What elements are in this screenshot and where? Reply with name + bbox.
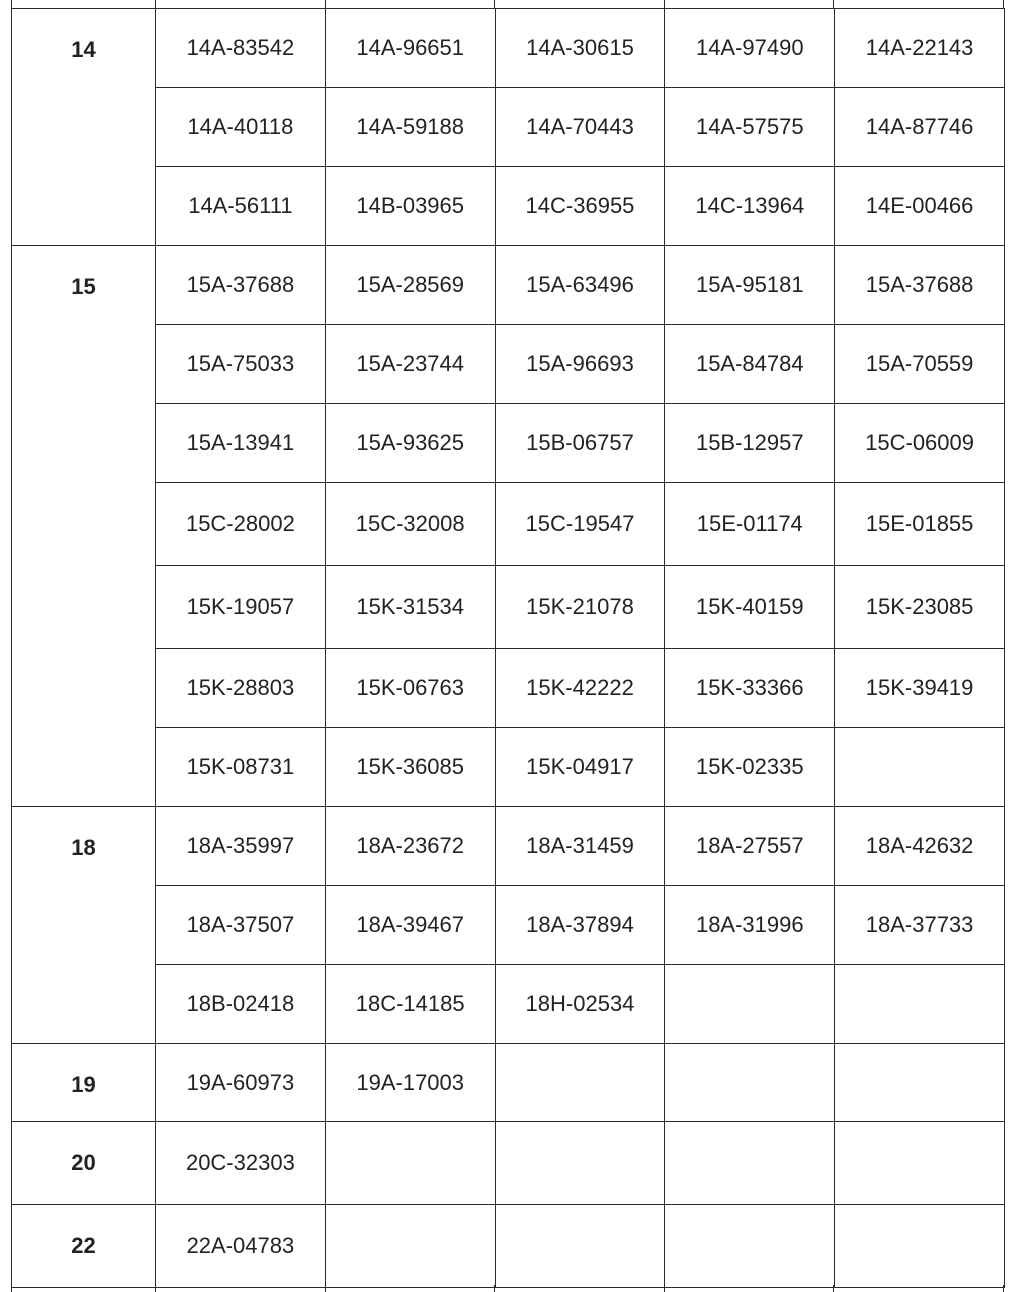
table-row — [12, 1044, 1005, 1122]
plate-number-cell: 18A-23672 — [325, 807, 495, 886]
table-row — [12, 167, 1005, 246]
plate-number-cell: 18C-14185 — [325, 965, 495, 1044]
plate-number-cell: 15A-28569 — [325, 246, 495, 325]
plate-number-cell: 15A-37688 — [156, 246, 326, 325]
province-code-cell: 19 — [12, 1044, 156, 1122]
plate-number-cell: 15A-93625 — [325, 404, 495, 483]
plate-number-cell: 15C-28002 — [156, 483, 326, 566]
table-row — [12, 404, 1005, 483]
empty-cell — [665, 1122, 835, 1205]
plate-number-cell: 15B-06757 — [495, 404, 665, 483]
plate-number-cell: 15C-32008 — [325, 483, 495, 566]
plate-number-cell: 19A-60973 — [156, 1044, 326, 1122]
plate-number-cell: 14C-36955 — [495, 167, 665, 246]
table-row — [12, 325, 1005, 404]
plate-number-cell: 15K-19057 — [156, 566, 326, 649]
plate-number-cell: 15K-36085 — [325, 728, 495, 807]
plate-number-cell: 14A-96651 — [325, 9, 495, 88]
empty-cell — [665, 1205, 835, 1288]
plate-number-cell: 14A-40118 — [156, 88, 326, 167]
plate-number-cell: 15K-33366 — [665, 649, 835, 728]
plate-number-cell: 15A-23744 — [325, 325, 495, 404]
plate-number-cell: 14A-87746 — [835, 88, 1005, 167]
plate-number-cell: 18B-02418 — [156, 965, 326, 1044]
empty-cell — [835, 1044, 1005, 1122]
plate-number-cell: 14A-30615 — [495, 9, 665, 88]
license-plate-table-body — [12, 9, 1005, 1288]
province-code-cell: 22 — [12, 1205, 156, 1288]
table-row — [12, 1122, 1005, 1205]
plate-number-cell: 22A-04783 — [156, 1205, 326, 1288]
plate-number-cell: 15A-70559 — [835, 325, 1005, 404]
plate-number-cell: 15E-01174 — [665, 483, 835, 566]
empty-cell — [835, 1122, 1005, 1205]
license-plate-table — [11, 8, 1005, 1288]
table-row — [12, 649, 1005, 728]
plate-number-cell: 18A-27557 — [665, 807, 835, 886]
plate-number-cell: 15K-06763 — [325, 649, 495, 728]
plate-number-cell: 18A-42632 — [835, 807, 1005, 886]
plate-number-cell: 15K-40159 — [665, 566, 835, 649]
plate-number-cell: 15K-28803 — [156, 649, 326, 728]
plate-number-cell: 15K-39419 — [835, 649, 1005, 728]
plate-number-cell: 14A-59188 — [325, 88, 495, 167]
plate-number-cell: 15K-04917 — [495, 728, 665, 807]
plate-number-cell: 14A-22143 — [835, 9, 1005, 88]
plate-number-cell: 18A-39467 — [325, 886, 495, 965]
table-row — [12, 88, 1005, 167]
plate-number-cell: 15C-06009 — [835, 404, 1005, 483]
empty-cell — [495, 1044, 665, 1122]
plate-number-cell: 14A-56111 — [156, 167, 326, 246]
province-code-cell: 14 — [12, 9, 156, 246]
empty-cell — [665, 965, 835, 1044]
plate-number-cell: 18A-37733 — [835, 886, 1005, 965]
plate-number-cell: 15K-02335 — [665, 728, 835, 807]
plate-number-cell: 18A-37894 — [495, 886, 665, 965]
empty-cell — [835, 728, 1005, 807]
empty-cell — [495, 1205, 665, 1288]
plate-number-cell: 15A-63496 — [495, 246, 665, 325]
table-row — [12, 566, 1005, 649]
table-top-continuation — [11, 0, 1004, 8]
plate-number-cell: 18A-37507 — [156, 886, 326, 965]
province-code-cell: 18 — [12, 807, 156, 1044]
empty-cell — [665, 1044, 835, 1122]
table-row — [12, 886, 1005, 965]
plate-number-cell: 19A-17003 — [325, 1044, 495, 1122]
plate-number-cell: 14E-00466 — [835, 167, 1005, 246]
table-row — [12, 728, 1005, 807]
table-row — [12, 9, 1005, 88]
plate-number-cell: 14B-03965 — [325, 167, 495, 246]
plate-number-cell: 15B-12957 — [665, 404, 835, 483]
plate-number-cell: 15A-13941 — [156, 404, 326, 483]
plate-number-cell: 15E-01855 — [835, 483, 1005, 566]
empty-cell — [835, 965, 1005, 1044]
table-row — [12, 807, 1005, 886]
plate-number-cell: 14A-70443 — [495, 88, 665, 167]
table-row — [12, 1205, 1005, 1288]
plate-number-cell: 14A-83542 — [156, 9, 326, 88]
plate-number-cell: 14A-57575 — [665, 88, 835, 167]
plate-number-cell: 18A-31459 — [495, 807, 665, 886]
plate-number-cell: 15A-96693 — [495, 325, 665, 404]
plate-number-cell: 18A-31996 — [665, 886, 835, 965]
province-code-cell: 20 — [12, 1122, 156, 1205]
plate-number-cell: 15A-84784 — [665, 325, 835, 404]
province-code-cell: 15 — [12, 246, 156, 807]
empty-cell — [495, 1122, 665, 1205]
plate-number-cell: 15K-42222 — [495, 649, 665, 728]
plate-number-cell: 15K-21078 — [495, 566, 665, 649]
plate-number-cell: 15K-31534 — [325, 566, 495, 649]
plate-number-cell: 18A-35997 — [156, 807, 326, 886]
plate-number-cell: 15A-37688 — [835, 246, 1005, 325]
empty-cell — [835, 1205, 1005, 1288]
plate-number-cell: 15A-75033 — [156, 325, 326, 404]
plate-number-cell: 14A-97490 — [665, 9, 835, 88]
plate-number-cell: 15A-95181 — [665, 246, 835, 325]
table-row — [12, 246, 1005, 325]
empty-cell — [325, 1122, 495, 1205]
table-row — [12, 965, 1005, 1044]
plate-number-cell: 15K-08731 — [156, 728, 326, 807]
plate-number-cell: 18H-02534 — [495, 965, 665, 1044]
empty-cell — [325, 1205, 495, 1288]
plate-number-cell: 14C-13964 — [665, 167, 835, 246]
plate-list-document — [11, 8, 1004, 1288]
plate-number-cell: 15C-19547 — [495, 483, 665, 566]
plate-number-cell: 20C-32303 — [156, 1122, 326, 1205]
plate-number-cell: 15K-23085 — [835, 566, 1005, 649]
table-row — [12, 483, 1005, 566]
